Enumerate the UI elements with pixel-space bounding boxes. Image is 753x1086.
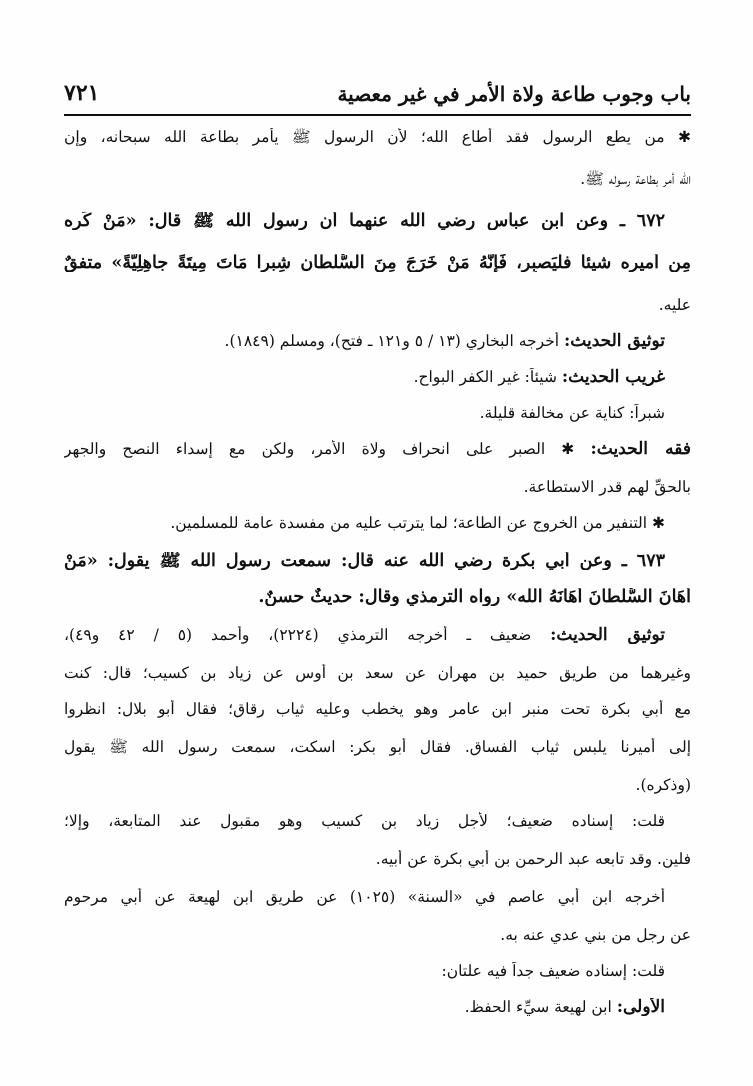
text-line: [64, 368, 665, 386]
line-text: أخرجه البخاري (١٣ / ٥ و١٢١ ـ فتح)، ومسلم (١٨٤٩).: [224, 332, 565, 350]
line-text: ✱ من يطع الرسول فقد أطاع الله؛ لأن الرسول ﷺ يأمر بطاعة الله سبحانه، وإن: [64, 128, 691, 146]
section-label: غريب الحديث:: [561, 368, 665, 386]
line-text: شيئاً: غير الكفر البواح.: [413, 368, 562, 386]
line-text: بالحقِّ لهم قدر الاستطاعة.: [523, 478, 691, 496]
line-text: أهَانَ السُّلْطَانَ أهَانَهُ الله» رواه الترمذي وقال: حديثٌ حسنٌ.: [258, 588, 691, 606]
line-text: فلين. وقد تابعه عبد الرحمن بن أبي بكرة عن أبيه.: [375, 850, 691, 868]
line-text: إلى أميرنا يلبس ثياب الفساق. فقال أبو بكر: اسكت، سمعت رسول الله ﷺ يقول: [64, 738, 691, 756]
section-label: توثيق الحديث:: [564, 332, 665, 350]
text-line: [64, 812, 665, 830]
line-text: عن رجل من بني عدي عنه به.: [500, 926, 691, 944]
line-text: مِن أميرِه شيئاً فليَصبِر، فَإنَّهُ مَنْ خَرَجَ مِنَ السُّلطَانِ شِبراً مَاتَ مِيتَةً جاهِلِيَّةً» متفقٌ: [64, 254, 691, 272]
text-line: [64, 128, 691, 146]
line-text: شبراً: كناية عن مخالفة قليلة.: [479, 404, 665, 422]
text-line: [64, 962, 665, 980]
text-line: [64, 170, 691, 188]
page-header: [64, 78, 691, 116]
text-line: [64, 998, 665, 1016]
text-line: [64, 888, 665, 906]
chapter-title: باب وجوب طاعة ولاة الأمر في غير معصية: [337, 82, 691, 106]
line-text: وغيرهما من طريق حميد بن مهران عن سعد بن أوس عن زياد بن كسيب؛ قال: كنت: [64, 664, 691, 682]
text-line: [64, 626, 665, 644]
line-text: قلت: إسناده ضعيف؛ لأجل زياد بن كسيب وهو مقبول عند المتابعة، وإلا؛: [64, 812, 665, 830]
section-label: فقه الحديث:: [590, 440, 691, 458]
text-line: [64, 440, 691, 458]
text-line: [64, 332, 665, 350]
text-line: [64, 850, 691, 868]
line-text: ابن لهيعة سيِّء الحفظ.: [464, 998, 617, 1016]
text-line: [64, 212, 665, 230]
text-line: [64, 776, 691, 794]
line-text: ✱ الصبر على انحراف ولاة الأمر، ولكن مع إسداء النصح والجهر: [64, 440, 591, 458]
line-text: ٦٧٢ ـ وعن ابن عباس رضي الله عنهما أن رسول الله ﷺ قال: «مَنْ كَرِه: [64, 212, 665, 230]
text-line: [64, 514, 665, 532]
line-text: أخرجه ابن أبي عاصم في «السنة» (١٠٢٥) عن طريق ابن لهيعة عن أبي مرحوم: [64, 888, 665, 906]
text-line: [64, 664, 691, 682]
text-line: [64, 254, 691, 272]
line-text: مع أبي بكرة تحت منبر ابن عامر وهو يخطب وعليه ثياب رقاق؛ فقال أبو بلال: انظروا: [64, 700, 691, 718]
text-line: [64, 404, 665, 422]
line-text: الله أمر بطاعة رسوله ﷺ.: [580, 170, 691, 188]
text-line: [64, 926, 691, 944]
line-text: ضعيف ـ أخرجه الترمذي (٢٢٢٤)، وأحمد (٥ / ٤٢ و٤٩)،: [64, 626, 551, 644]
text-line: [64, 478, 691, 496]
text-line: [64, 738, 691, 756]
text-line: [64, 552, 665, 570]
section-label: توثيق الحديث:: [550, 626, 665, 644]
text-line: [64, 296, 691, 314]
text-line: [64, 700, 691, 718]
line-text: ٦٧٣ ـ وعن أبي بكرة رضي الله عنه قال: سمعت رسول الله ﷺ يقول: «مَنْ: [64, 552, 665, 570]
section-label: الأولى:: [616, 998, 665, 1016]
text-line: [64, 588, 691, 606]
line-text: قلت: إسناده ضعيف جداً فيه علتان:: [441, 962, 665, 980]
line-text: عليه.: [658, 296, 691, 314]
header-rule: [64, 114, 691, 116]
line-text: ✱ التنفير من الخروج عن الطاعة؛ لما يترتب عليه من مفسدة عامة للمسلمين.: [170, 514, 665, 532]
line-text: (وذكره).: [635, 776, 691, 794]
page-number: ٧٢١: [64, 80, 100, 106]
